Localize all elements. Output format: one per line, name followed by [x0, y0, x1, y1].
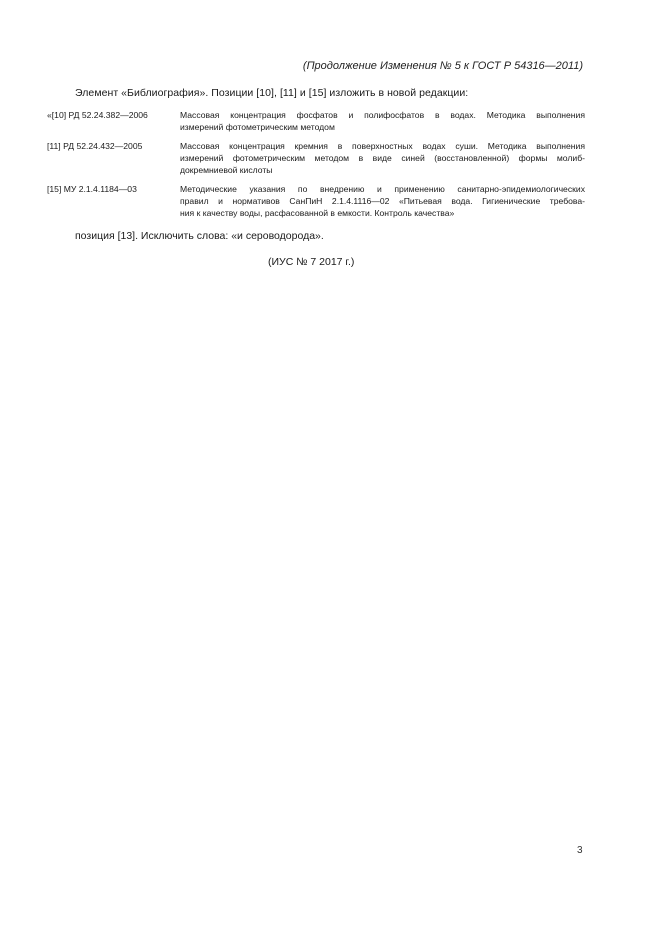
- description-line: правил и нормативов СанПиН 2.1.4.1116—02 «Питьевая вода. Гигиенические требова-: [180, 196, 585, 207]
- bibliography-ref: «[10] РД 52.24.382—2006: [47, 110, 148, 120]
- position-note: позиция [13]. Исключить слова: «и сероводорода».: [75, 230, 324, 242]
- bibliography-description: [180, 109, 585, 133]
- page-number: 3: [577, 845, 583, 856]
- description-line: измерений фотометрическим методом: [180, 122, 335, 133]
- bibliography-description: [180, 140, 585, 177]
- bibliography-description: [180, 183, 585, 220]
- intro-paragraph: Элемент «Библиография». Позиции [10], [11] и [15] изложить в новой редакции:: [75, 87, 469, 99]
- description-line: Методические указания по внедрению и применению санитарно-эпидемиологических: [180, 184, 585, 194]
- bibliography-ref: [15] МУ 2.1.4.1184—03: [47, 184, 137, 194]
- description-line: измерений фотометрическим методом в виде синей (восстановленной) формы молиб-: [180, 153, 585, 164]
- bibliography-ref: [11] РД 52.24.432—2005: [47, 141, 143, 151]
- source-reference: (ИУС № 7 2017 г.): [268, 256, 355, 268]
- description-line: Массовая концентрация фосфатов и полифосфатов в водах. Методика выполнения: [180, 110, 585, 120]
- description-line: докремниевой кислоты: [180, 165, 273, 176]
- page-header: (Продолжение Изменения № 5 к ГОСТ Р 54316—2011): [302, 60, 583, 72]
- description-line: Массовая концентрация кремния в поверхностных водах суши. Методика выполнения: [180, 141, 585, 151]
- description-line: ния к качеству воды, расфасованной в емкости. Контроль качества»: [180, 208, 455, 219]
